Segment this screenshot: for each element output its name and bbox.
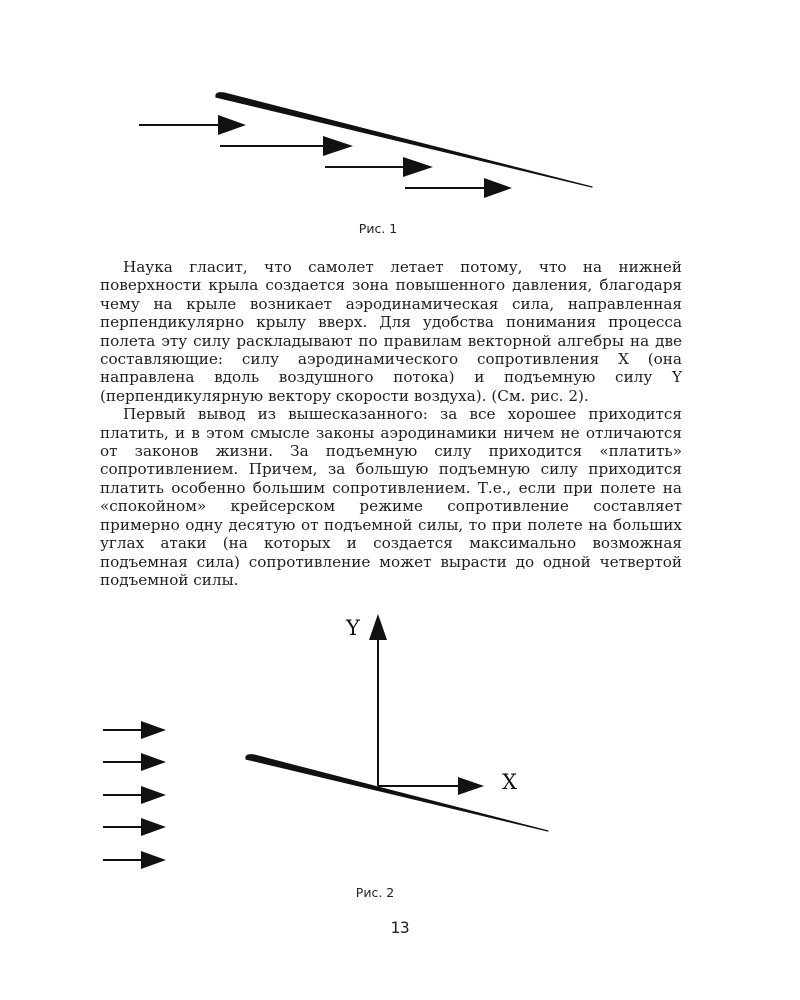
paragraph-2: Первый вывод из вышесказанного: за все хорошее приходится платить, и в этом смысле законы аэродинамики ничем не отличаются от законов жизни. За подъемную силу приходится «платить» сопротивлением. Причем, за большую подъемную силу приходится платить особенно большим сопротивлением. Т.е., если при полете на «спокойном» крейсерском режиме сопротивление составляет примерно одну десятую от подъемной силы, то при полете на больших углах атаки (на которых и создается максимально возможная подъемная сила) сопротивление может вырасти до одной четвертой подъемной силы.	[100, 405, 682, 589]
figure-2	[0, 600, 800, 880]
airflow-arrow	[103, 786, 166, 804]
paragraph-1: Наука гласит, что самолет летает потому, что на нижней поверхности крыла создается зона повышенного давления, благодаря чему на крыле возникает аэродинамическая сила, направленная перпендикулярно крылу вверх. Для удобства понимания процесса полета эту силу раскладывают по правилам векторной алгебры на две составляющие: силу аэродинамического сопротивления X (она направлена вдоль воздушного потока) и подъемную силу Y (перпендикулярную вектору скорости воздуха). (См. рис. 2).	[100, 258, 682, 405]
airflow-arrow	[220, 136, 353, 156]
lift-vector	[369, 614, 387, 786]
figure-2-drawing	[0, 600, 800, 880]
figure-1-drawing	[0, 0, 800, 230]
airflow-arrow	[103, 818, 166, 836]
lift-axis-label: Y	[346, 616, 360, 640]
airflow-arrows	[103, 721, 166, 869]
airflow-arrow	[325, 157, 433, 177]
airflow-arrow	[103, 721, 166, 739]
body-text	[100, 258, 682, 589]
drag-axis-label: X	[502, 770, 517, 794]
airflow-arrow	[405, 178, 512, 198]
airflow-arrows	[139, 115, 512, 198]
figure-1-caption: Рис. 1	[358, 221, 398, 236]
airflow-arrow	[139, 115, 246, 135]
airflow-arrow	[103, 753, 166, 771]
airflow-arrow	[103, 851, 166, 869]
figure-2-caption: Рис. 2	[355, 885, 395, 900]
page-number: 13	[390, 918, 410, 937]
figure-1	[0, 0, 800, 230]
